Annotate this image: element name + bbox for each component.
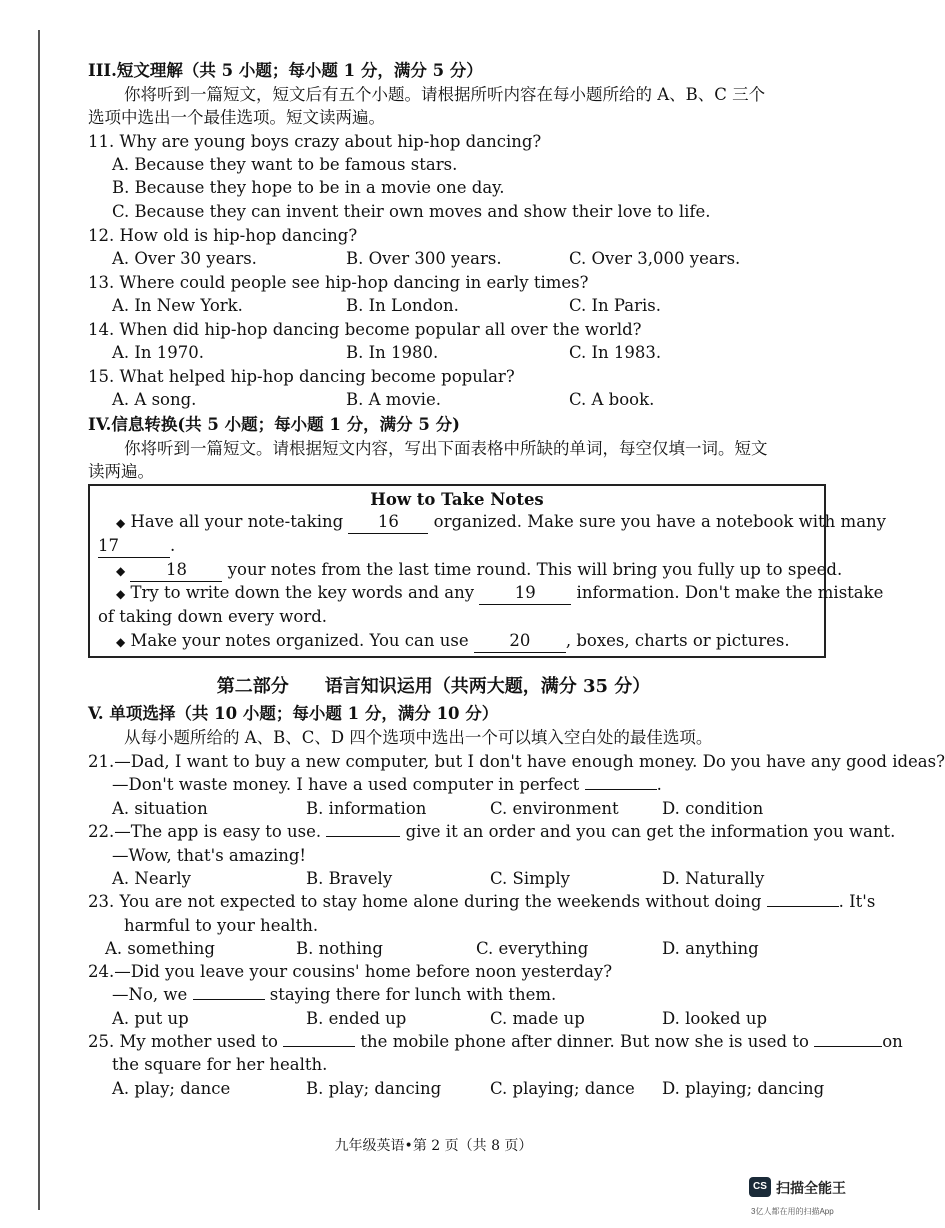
q23-option-b: B. nothing (296, 939, 383, 958)
q15-option-a: A. A song. (112, 390, 197, 409)
section-3-instructions-line1: 你将听到一篇短文，短文后有五个小题。请根据所听内容在每小题所给的 A、B、C 三个 (124, 85, 766, 104)
q25-option-a: A. play; dance (112, 1079, 231, 1098)
q23-option-d: D. anything (662, 939, 759, 958)
notes-line-6-text-a: Make your notes organized. You can use (130, 631, 469, 650)
section-4-instructions-line1: 你将听到一篇短文。请根据短文内容，写出下面表格中所缺的单词，每空仅填一词。短文 (124, 439, 768, 458)
section-3-heading: III.短文理解（共 5 小题；每小题 1 分，满分 5 分） (88, 61, 483, 80)
q15-option-c: C. A book. (569, 390, 655, 409)
q21-period: . (656, 775, 662, 794)
q11-option-b: B. Because they hope to be in a movie one day. (112, 178, 505, 197)
q24-line2-text-b: staying there for lunch with them. (269, 985, 557, 1004)
notes-line-4-text-b: information. Don't make the mistake (576, 583, 884, 602)
q14-option-b: B. In 1980. (346, 343, 439, 362)
notes-line-5: of taking down every word. (98, 607, 328, 626)
q24-option-c: C. made up (490, 1009, 585, 1028)
q24-line2 (112, 984, 556, 1006)
q15-stem: 15. What helped hip-hop dancing become popular? (88, 367, 515, 386)
q22-blank[interactable] (326, 836, 400, 837)
blank-18[interactable]: 18 (130, 559, 222, 582)
q13-option-c: C. In Paris. (569, 296, 661, 315)
q22-option-c: C. Simply (490, 869, 570, 888)
q21-line1: 21.—Dad, I want to buy a new computer, but I don't have enough money. Do you have any good ideas? (88, 752, 945, 771)
notes-line-1-text-b: organized. Make sure you have a notebook with many (433, 512, 886, 531)
diamond-bullet-icon: ◆ (116, 635, 126, 649)
camscanner-logo-icon: CS (749, 1177, 771, 1197)
q24-line2-text-a: —No, we (112, 985, 188, 1004)
diamond-bullet-icon: ◆ (116, 564, 126, 578)
q22-option-b: B. Bravely (306, 869, 393, 888)
q12-stem: 12. How old is hip-hop dancing? (88, 226, 358, 245)
q23-line1-text-b: . It's (838, 892, 876, 911)
q25-line1-text-c: on (882, 1032, 903, 1051)
notes-line-2-text: . (170, 536, 176, 555)
camscanner-tagline: 3亿人都在用的扫描App (751, 1207, 834, 1216)
q11-option-a: A. Because they want to be famous stars. (112, 155, 458, 174)
notes-line-6 (116, 630, 790, 653)
q12-option-b: B. Over 300 years. (346, 249, 502, 268)
q24-blank[interactable] (193, 999, 265, 1000)
page-footer: 九年级英语•第 2 页（共 8 页） (334, 1138, 533, 1154)
notes-line-3-text: your notes from the last time round. This will bring you fully up to speed. (227, 560, 843, 579)
q12-option-a: A. Over 30 years. (112, 249, 257, 268)
q22-line1-text-a: 22.—The app is easy to use. (88, 822, 322, 841)
blank-20[interactable]: 20 (474, 630, 566, 653)
section-5-instructions: 从每小题所给的 A、B、C、D 四个选项中选出一个可以填入空白处的最佳选项。 (124, 728, 713, 747)
q22-option-d: D. Naturally (662, 869, 765, 888)
notes-line-4-text-a: Try to write down the key words and any (130, 583, 475, 602)
q24-line1: 24.—Did you leave your cousins' home before noon yesterday? (88, 962, 613, 981)
notes-line-1-text-a: Have all your note-taking (130, 512, 344, 531)
q21-option-c: C. environment (490, 799, 619, 818)
section-3-instructions-line2: 选项中选出一个最佳选项。短文读两遍。 (88, 108, 385, 127)
q25-blank-2[interactable] (814, 1046, 882, 1047)
q23-option-c: C. everything (476, 939, 589, 958)
q23-line2: harmful to your health. (124, 916, 319, 935)
q22-option-a: A. Nearly (112, 869, 191, 888)
diamond-bullet-icon: ◆ (116, 516, 126, 530)
q25-line2: the square for her health. (112, 1055, 328, 1074)
q25-line1-text-b: the mobile phone after dinner. But now she is used to (360, 1032, 809, 1051)
q25-option-c: C. playing; dance (490, 1079, 635, 1098)
q24-option-b: B. ended up (306, 1009, 407, 1028)
q22-line2: —Wow, that's amazing! (112, 846, 307, 865)
notes-line-6-text-b: , boxes, charts or pictures. (565, 631, 790, 650)
diamond-bullet-icon: ◆ (116, 587, 126, 601)
blank-19[interactable]: 19 (479, 582, 571, 605)
q11-stem: 11. Why are young boys crazy about hip-hop dancing? (88, 132, 542, 151)
q21-option-d: D. condition (662, 799, 764, 818)
notes-line-3 (116, 559, 842, 582)
notes-line-4 (116, 582, 883, 605)
section-5-heading: V. 单项选择（共 10 小题；每小题 1 分，满分 10 分） (88, 704, 499, 723)
q25-blank-1[interactable] (283, 1046, 355, 1047)
q21-option-a: A. situation (112, 799, 208, 818)
q21-blank[interactable] (585, 789, 657, 790)
q13-stem: 13. Where could people see hip-hop dancing in early times? (88, 273, 589, 292)
q25-option-d: D. playing; dancing (662, 1079, 825, 1098)
q23-line1-text-a: 23. You are not expected to stay home alone during the weekends without doing (88, 892, 762, 911)
q23-line1 (88, 891, 875, 913)
section-4-heading: IV.信息转换(共 5 小题；每小题 1 分，满分 5 分) (88, 415, 460, 434)
q12-option-c: C. Over 3,000 years. (569, 249, 741, 268)
q24-option-d: D. looked up (662, 1009, 768, 1028)
q25-line1-text-a: 25. My mother used to (88, 1032, 278, 1051)
q15-option-b: B. A movie. (346, 390, 441, 409)
camscanner-name: 扫描全能王 (776, 1180, 846, 1196)
blank-17[interactable]: 17 (98, 535, 170, 558)
q21-line2-text: —Don't waste money. I have a used computer in perfect (112, 775, 580, 794)
binding-margin-line (38, 30, 40, 1210)
blank-16[interactable]: 16 (348, 511, 428, 534)
q13-option-a: A. In New York. (112, 296, 243, 315)
notes-table-title: How to Take Notes (370, 490, 544, 509)
q22-line1-text-b: give it an order and you can get the information you want. (405, 822, 896, 841)
q14-option-c: C. In 1983. (569, 343, 662, 362)
q21-line2 (112, 774, 662, 796)
q11-option-c: C. Because they can invent their own moves and show their love to life. (112, 202, 711, 221)
section-4-instructions-line2: 读两遍。 (88, 462, 154, 481)
q21-option-b: B. information (306, 799, 427, 818)
part-2-heading: 第二部分 语言知识运用（共两大题，满分 35 分） (216, 676, 651, 697)
q14-option-a: A. In 1970. (112, 343, 205, 362)
q13-option-b: B. In London. (346, 296, 459, 315)
q14-stem: 14. When did hip-hop dancing become popular all over the world? (88, 320, 642, 339)
q23-blank[interactable] (767, 906, 839, 907)
q25-option-b: B. play; dancing (306, 1079, 442, 1098)
q23-option-a: A. something (105, 939, 215, 958)
notes-line-1 (116, 511, 886, 534)
notes-line-2 (98, 535, 175, 558)
q22-line1 (88, 821, 895, 843)
q25-line1 (88, 1031, 903, 1053)
q24-option-a: A. put up (112, 1009, 189, 1028)
